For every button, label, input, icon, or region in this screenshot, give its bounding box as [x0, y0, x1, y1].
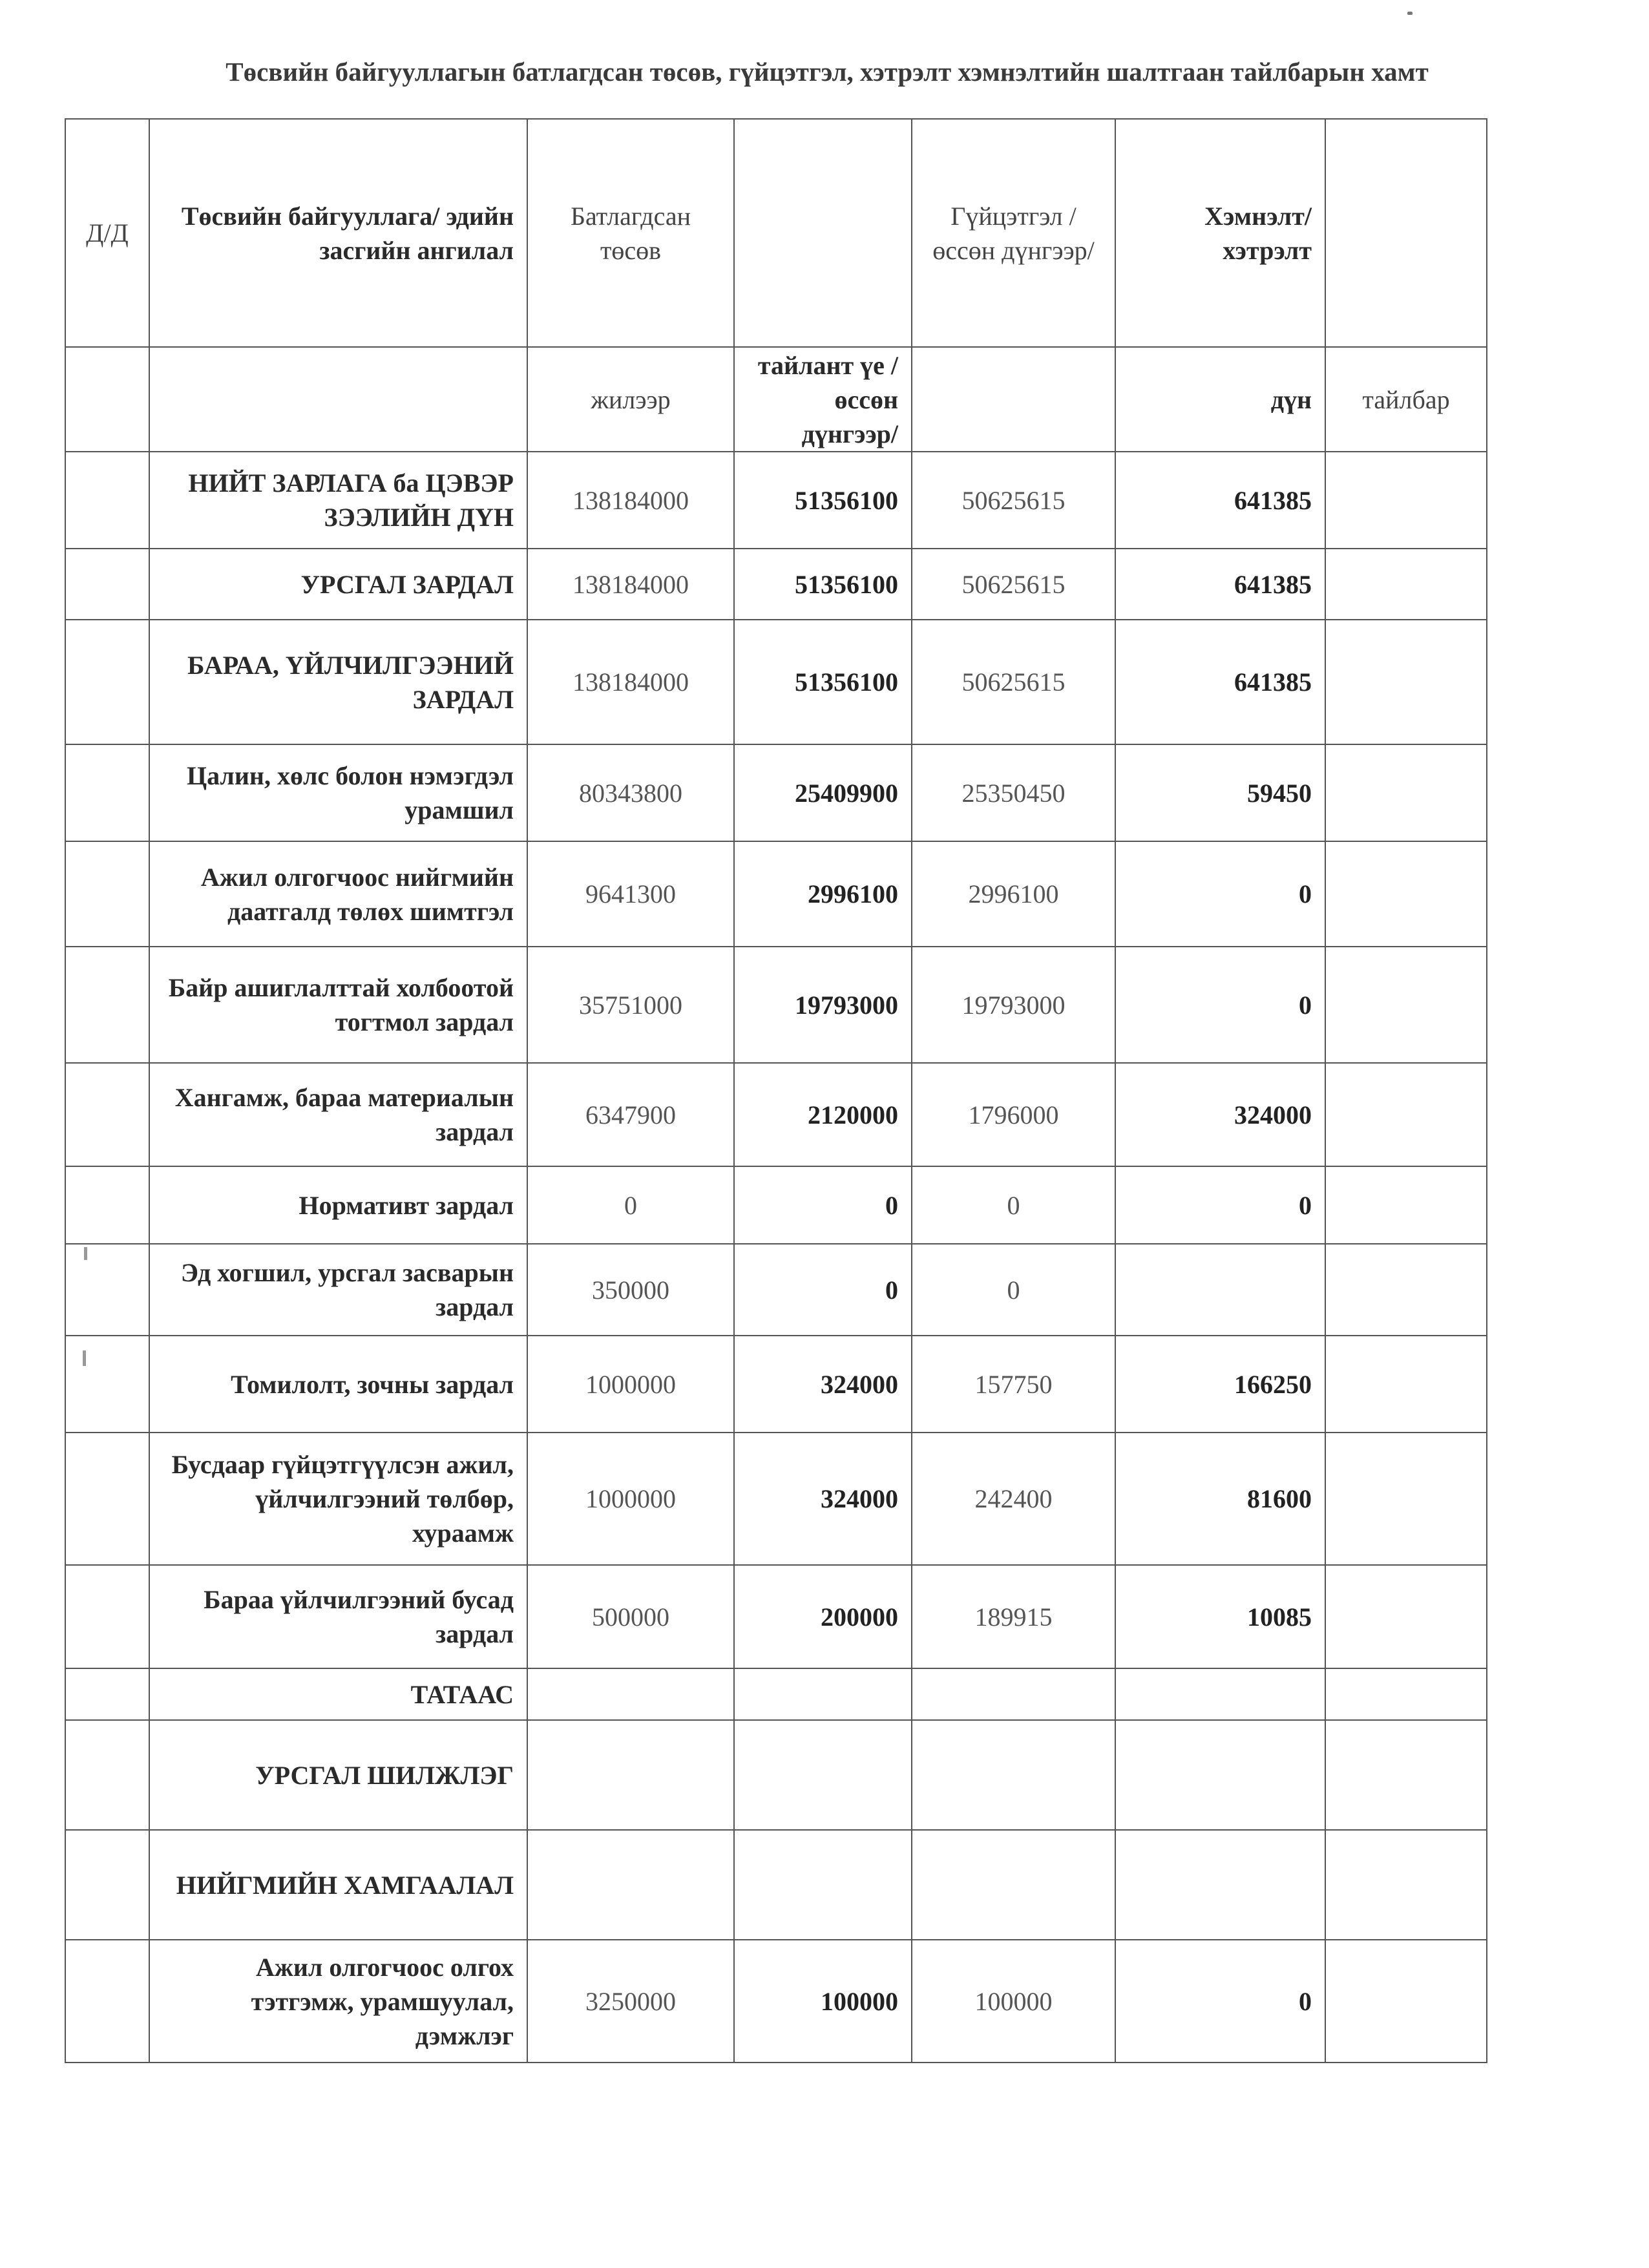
row-period: 2996100 — [734, 841, 912, 947]
header2-annual: жилээр — [527, 347, 734, 452]
row-period: 200000 — [734, 1565, 912, 1668]
row-performance: 50625615 — [912, 452, 1115, 549]
table-row — [65, 549, 1487, 620]
row-category: Байр ашиглалттай холбоотой тогтмол зардал — [149, 947, 527, 1063]
table-row — [65, 1720, 1487, 1830]
row-note — [1325, 841, 1487, 947]
row-annual: 350000 — [527, 1244, 734, 1336]
row-index-cell — [65, 1063, 149, 1166]
row-index-cell — [65, 452, 149, 549]
row-saving — [1115, 1668, 1325, 1720]
row-saving: 641385 — [1115, 452, 1325, 549]
row-annual: 9641300 — [527, 841, 734, 947]
row-note — [1325, 1940, 1487, 2063]
row-annual: 138184000 — [527, 452, 734, 549]
row-index-cell — [65, 620, 149, 744]
row-index-cell — [65, 1565, 149, 1668]
row-saving: 166250 — [1115, 1336, 1325, 1433]
row-annual — [527, 1830, 734, 1940]
row-period — [734, 1830, 912, 1940]
row-performance — [912, 1830, 1115, 1940]
row-period: 324000 — [734, 1433, 912, 1565]
row-category: НИЙГМИЙН ХАМГААЛАЛ — [149, 1830, 527, 1940]
row-performance — [912, 1668, 1115, 1720]
row-index-cell — [65, 1433, 149, 1565]
row-annual: 3250000 — [527, 1940, 734, 2063]
header-row-1 — [65, 119, 1487, 347]
header-period-empty — [734, 119, 912, 347]
row-index-cell — [65, 1244, 149, 1336]
row-category: Ажил олгогчоос олгох тэтгэмж, урамшуулал, дэмжлэг — [149, 1940, 527, 2063]
row-saving: 0 — [1115, 1166, 1325, 1244]
header2-period: тайлант үе /өссөн дүнгээр/ — [734, 347, 912, 452]
row-performance: 1796000 — [912, 1063, 1115, 1166]
row-period: 51356100 — [734, 452, 912, 549]
row-period: 324000 — [734, 1336, 912, 1433]
row-saving: 10085 — [1115, 1565, 1325, 1668]
row-period: 51356100 — [734, 620, 912, 744]
row-performance: 25350450 — [912, 744, 1115, 841]
header2-sum: дүн — [1115, 347, 1325, 452]
row-category: ТАТААС — [149, 1668, 527, 1720]
header-org: Төсвийн байгууллага/ эдийн засгийн ангилал — [149, 119, 527, 347]
header-saving: Хэмнэлт/ хэтрэлт — [1115, 119, 1325, 347]
row-note — [1325, 1433, 1487, 1565]
row-note — [1325, 1720, 1487, 1830]
header-performance: Гүйцэтгэл /өссөн дүнгээр/ — [912, 119, 1115, 347]
row-period: 0 — [734, 1166, 912, 1244]
row-performance: 0 — [912, 1166, 1115, 1244]
row-index-cell — [65, 947, 149, 1063]
row-period: 2120000 — [734, 1063, 912, 1166]
row-note — [1325, 947, 1487, 1063]
header-note-empty — [1325, 119, 1487, 347]
row-category: БАРАА, ҮЙЛЧИЛГЭЭНИЙ ЗАРДАЛ — [149, 620, 527, 744]
table-row — [65, 1668, 1487, 1720]
table-row — [65, 1336, 1487, 1433]
row-index-cell — [65, 549, 149, 620]
table-row — [65, 744, 1487, 841]
budget-table — [65, 118, 1487, 2063]
row-period: 25409900 — [734, 744, 912, 841]
row-performance: 242400 — [912, 1433, 1115, 1565]
table-row — [65, 1063, 1487, 1166]
row-saving: 0 — [1115, 841, 1325, 947]
row-performance — [912, 1720, 1115, 1830]
row-index-cell — [65, 744, 149, 841]
header2-org — [149, 347, 527, 452]
row-saving: 324000 — [1115, 1063, 1325, 1166]
row-saving: 0 — [1115, 1940, 1325, 2063]
row-category: Ажил олгогчоос нийгмийн даатгалд төлөх шимтгэл — [149, 841, 527, 947]
row-note — [1325, 1063, 1487, 1166]
row-note — [1325, 1336, 1487, 1433]
table-row — [65, 1166, 1487, 1244]
table-row — [65, 947, 1487, 1063]
row-index-cell — [65, 841, 149, 947]
table-row — [65, 452, 1487, 549]
row-note — [1325, 620, 1487, 744]
row-category: УРСГАЛ ЗАРДАЛ — [149, 549, 527, 620]
row-saving: 59450 — [1115, 744, 1325, 841]
row-annual: 80343800 — [527, 744, 734, 841]
row-annual — [527, 1668, 734, 1720]
row-annual — [527, 1720, 734, 1830]
table-row — [65, 1830, 1487, 1940]
table-row — [65, 1940, 1487, 2063]
row-note — [1325, 1668, 1487, 1720]
row-annual: 35751000 — [527, 947, 734, 1063]
row-performance: 189915 — [912, 1565, 1115, 1668]
row-performance: 50625615 — [912, 549, 1115, 620]
scan-speck — [1407, 12, 1413, 15]
row-category: НИЙТ ЗАРЛАГА ба ЦЭВЭР ЗЭЭЛИЙН ДҮН — [149, 452, 527, 549]
row-category: Бусдаар гүйцэтгүүлсэн ажил, үйлчилгээний төлбөр, хураамж — [149, 1433, 527, 1565]
row-category: Бараа үйлчилгээний бусад зардал — [149, 1565, 527, 1668]
document-title: Төсвийн байгууллагын батлагдсан төсөв, гүйцэтгэл, хэтрэлт хэмнэлтийн шалтгаан тайлбарын хамт — [226, 57, 1429, 87]
row-annual: 138184000 — [527, 549, 734, 620]
table-row — [65, 1244, 1487, 1336]
row-category: УРСГАЛ ШИЛЖЛЭГ — [149, 1720, 527, 1830]
row-index-cell — [65, 1830, 149, 1940]
row-saving: 0 — [1115, 947, 1325, 1063]
row-performance: 19793000 — [912, 947, 1115, 1063]
header-dd: Д/Д — [65, 119, 149, 347]
row-index-cell — [65, 1720, 149, 1830]
row-index-cell — [65, 1940, 149, 2063]
row-saving — [1115, 1720, 1325, 1830]
row-annual: 1000000 — [527, 1336, 734, 1433]
row-performance: 50625615 — [912, 620, 1115, 744]
header2-performance — [912, 347, 1115, 452]
row-annual: 138184000 — [527, 620, 734, 744]
header-row-2 — [65, 347, 1487, 452]
row-performance: 100000 — [912, 1940, 1115, 2063]
row-note — [1325, 549, 1487, 620]
row-period: 100000 — [734, 1940, 912, 2063]
row-annual: 0 — [527, 1166, 734, 1244]
row-category: Нормативт зардал — [149, 1166, 527, 1244]
row-saving: 81600 — [1115, 1433, 1325, 1565]
row-note — [1325, 744, 1487, 841]
row-category: Томилолт, зочны зардал — [149, 1336, 527, 1433]
row-performance: 2996100 — [912, 841, 1115, 947]
row-saving — [1115, 1244, 1325, 1336]
row-period — [734, 1668, 912, 1720]
header-approved: Батлагдсан төсөв — [527, 119, 734, 347]
row-note — [1325, 452, 1487, 549]
row-period — [734, 1720, 912, 1830]
row-category: Эд хогшил, урсгал засварын зардал — [149, 1244, 527, 1336]
row-category: Цалин, хөлс болон нэмэгдэл урамшил — [149, 744, 527, 841]
row-index-cell — [65, 1336, 149, 1433]
header2-dd — [65, 347, 149, 452]
row-period: 0 — [734, 1244, 912, 1336]
row-saving: 641385 — [1115, 620, 1325, 744]
table-row — [65, 841, 1487, 947]
row-index-cell — [65, 1166, 149, 1244]
row-saving — [1115, 1830, 1325, 1940]
row-category: Хангамж, бараа материалын зардал — [149, 1063, 527, 1166]
table-row — [65, 1433, 1487, 1565]
row-annual: 500000 — [527, 1565, 734, 1668]
row-note — [1325, 1565, 1487, 1668]
row-performance: 157750 — [912, 1336, 1115, 1433]
row-annual: 1000000 — [527, 1433, 734, 1565]
header2-note: тайлбар — [1325, 347, 1487, 452]
row-period: 19793000 — [734, 947, 912, 1063]
row-note — [1325, 1830, 1487, 1940]
row-index-cell — [65, 1668, 149, 1720]
row-annual: 6347900 — [527, 1063, 734, 1166]
row-performance: 0 — [912, 1244, 1115, 1336]
row-note — [1325, 1244, 1487, 1336]
table-row — [65, 1565, 1487, 1668]
table-row — [65, 620, 1487, 744]
row-saving: 641385 — [1115, 549, 1325, 620]
row-note — [1325, 1166, 1487, 1244]
row-period: 51356100 — [734, 549, 912, 620]
